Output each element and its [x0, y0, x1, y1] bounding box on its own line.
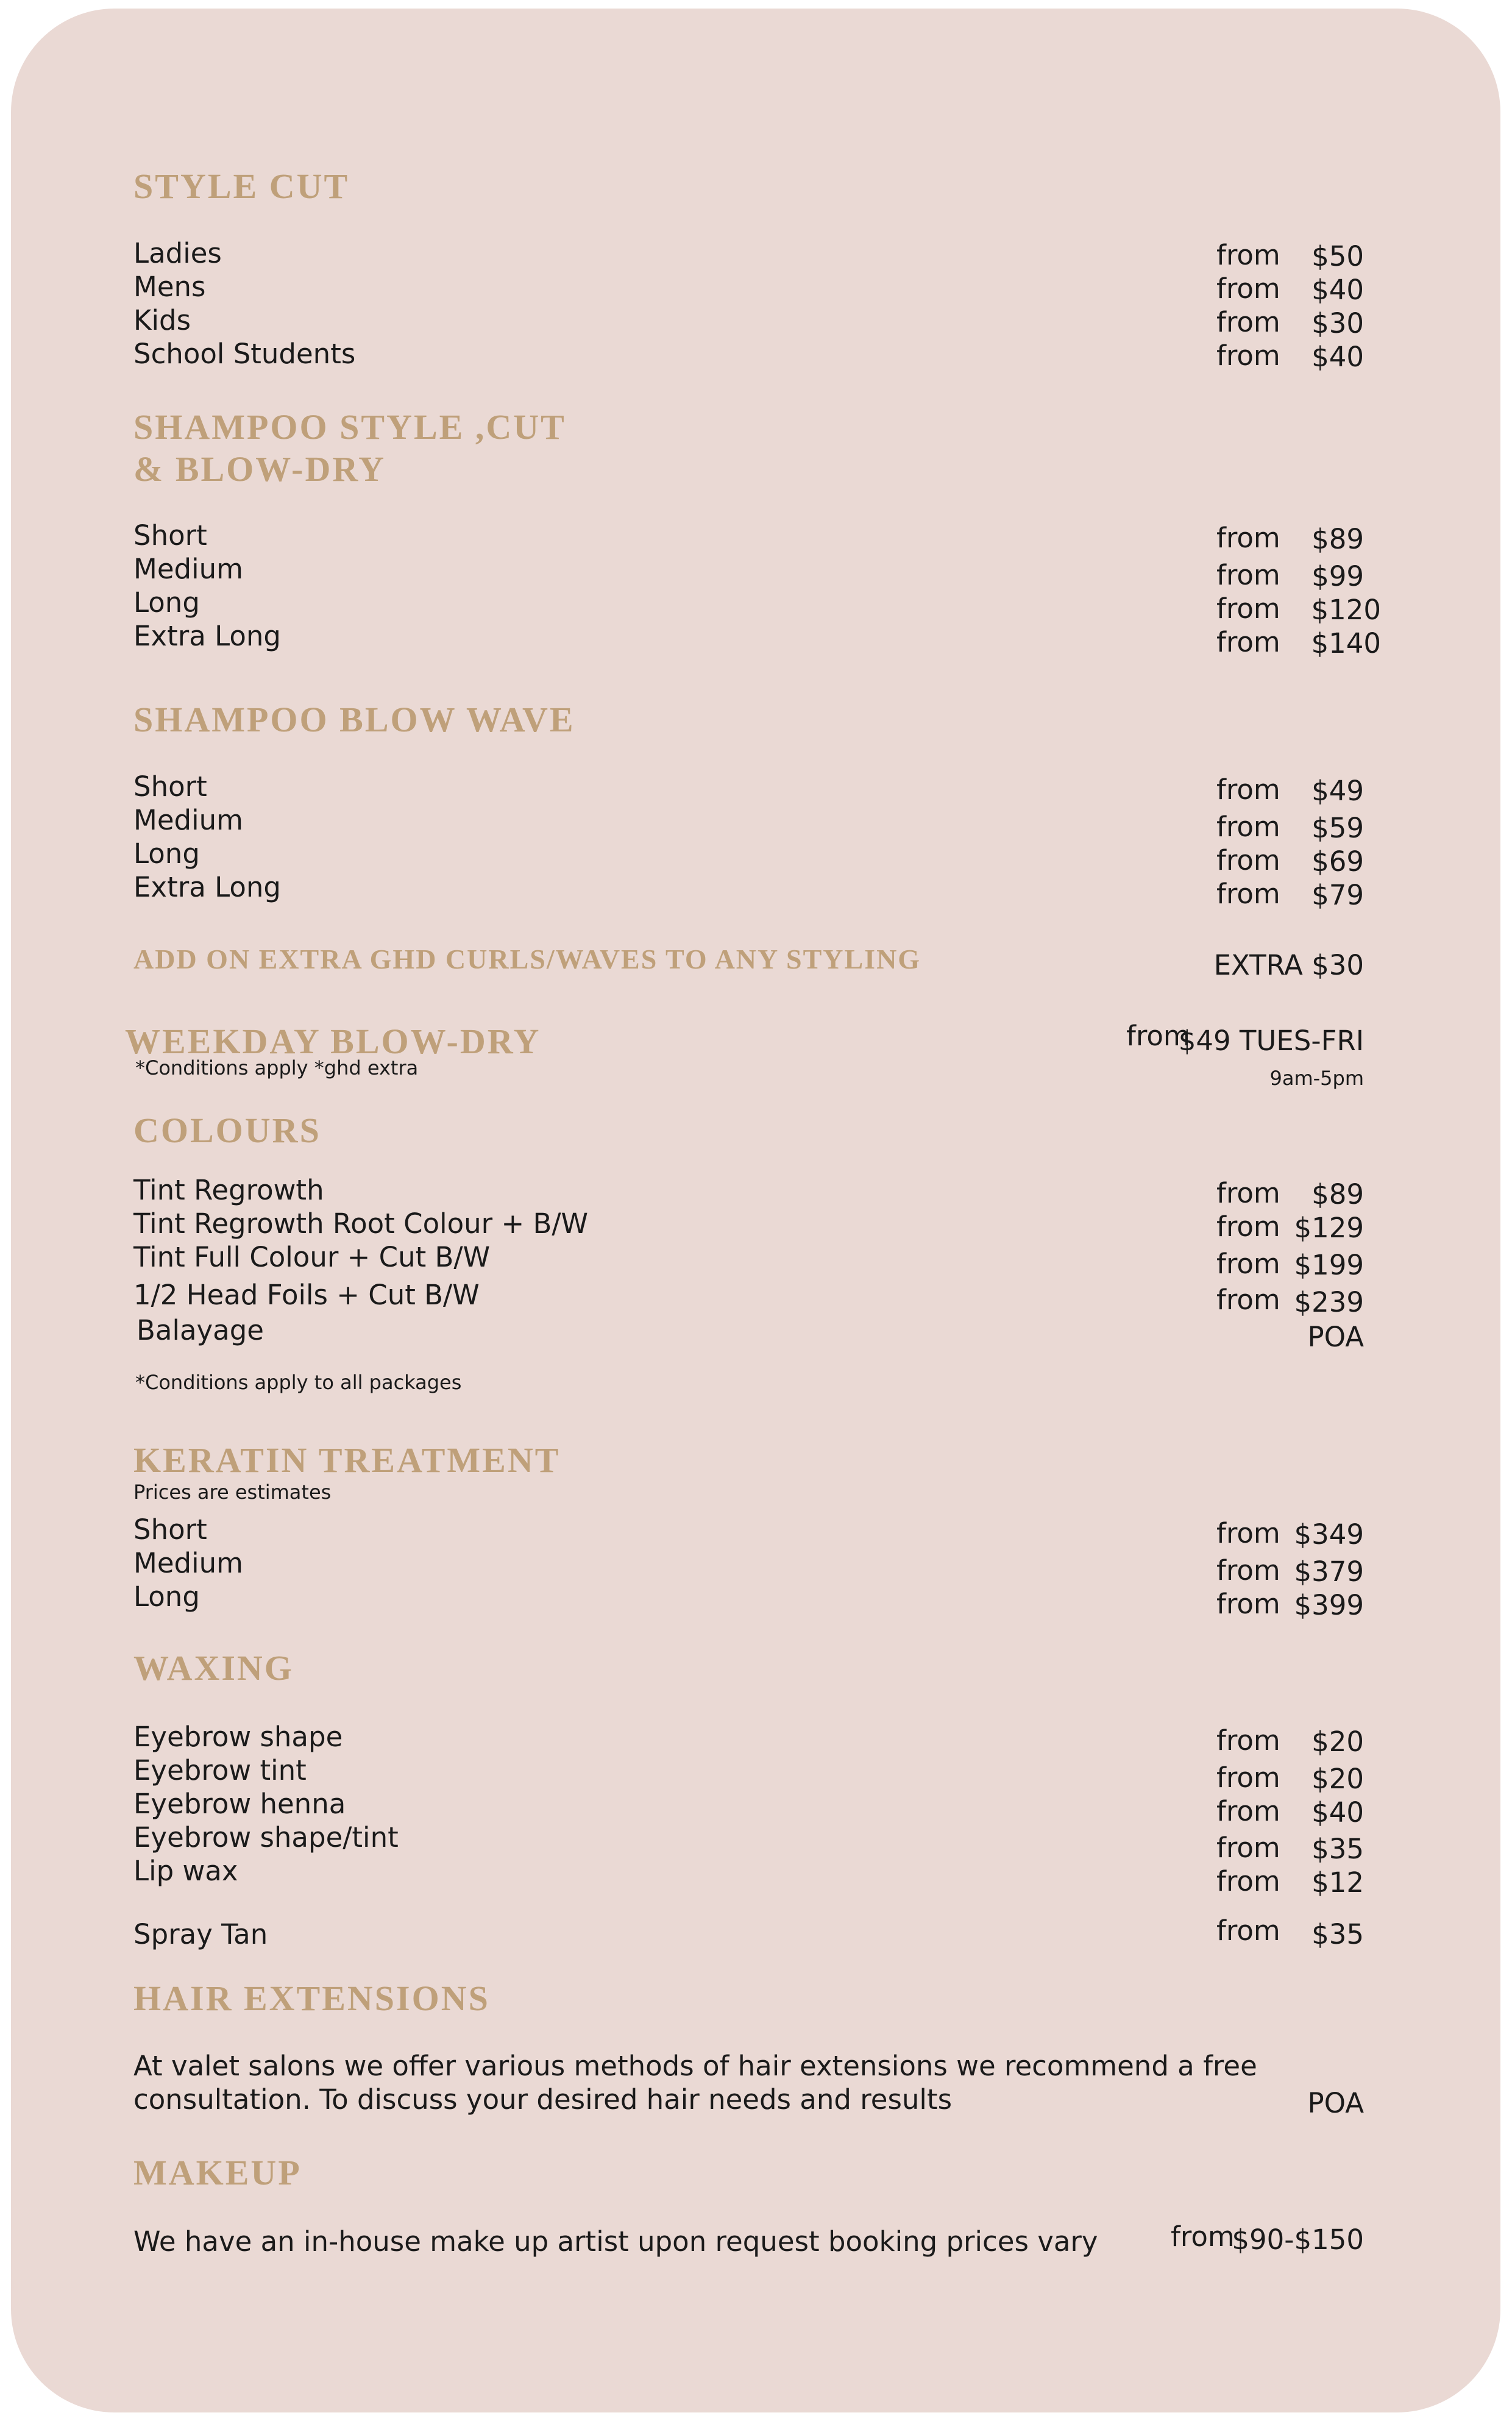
- service-name: Extra Long: [133, 620, 281, 652]
- waxing-heading: WAXING: [133, 1648, 294, 1688]
- service-name: Extra Long: [133, 871, 281, 903]
- service-name: Tint Full Colour + Cut B/W: [133, 1241, 491, 1273]
- service-price: POA: [1307, 1321, 1364, 1353]
- spray-tan-name: Spray Tan: [133, 1918, 268, 1950]
- colours-conditions-note: *Conditions apply to all packages: [135, 1371, 462, 1394]
- service-name: Short: [133, 1513, 207, 1546]
- from-label: from: [1216, 306, 1280, 338]
- service-price: $35: [1311, 1833, 1364, 1865]
- service-name: Eyebrow tint: [133, 1754, 307, 1786]
- style-cut-heading: STYLE CUT: [133, 166, 350, 206]
- spray-tan-price: $35: [1311, 1918, 1364, 1950]
- service-name: Eyebrow shape/tint: [133, 1821, 399, 1854]
- service-price: $49: [1311, 775, 1364, 807]
- service-name: Kids: [133, 304, 191, 336]
- extensions-price: POA: [1307, 2087, 1364, 2119]
- from-label: from: [1126, 1020, 1190, 1052]
- from-label: from: [1216, 773, 1280, 806]
- from-label: from: [1216, 811, 1280, 843]
- service-price: $129: [1294, 1212, 1364, 1244]
- service-price: $69: [1311, 845, 1364, 878]
- from-label: from: [1216, 592, 1280, 625]
- makeup-price: $90-$150: [1232, 2224, 1364, 2256]
- keratin-estimate-note: Prices are estimates: [133, 1481, 332, 1504]
- service-price: $20: [1311, 1763, 1364, 1795]
- hair-extensions-heading: HAIR EXTENSIONS: [133, 1978, 490, 2018]
- service-name: 1/2 Head Foils + Cut B/W: [133, 1279, 480, 1311]
- service-price: $20: [1311, 1726, 1364, 1758]
- service-price: $99: [1311, 560, 1364, 592]
- from-label: from: [1216, 272, 1280, 305]
- service-name: Medium: [133, 1547, 243, 1579]
- service-price: $59: [1311, 812, 1364, 844]
- service-price: $30: [1311, 307, 1364, 340]
- weekday-price: $49 TUES-FRI: [1178, 1025, 1364, 1057]
- service-name: Short: [133, 770, 207, 803]
- service-price: $199: [1294, 1249, 1364, 1281]
- from-label: from: [1216, 1284, 1280, 1316]
- weekday-blow-dry-heading: WEEKDAY BLOW-DRY: [125, 1022, 541, 1061]
- service-name: Medium: [133, 553, 243, 585]
- service-price: $40: [1311, 274, 1364, 306]
- blow-wave-heading: SHAMPOO BLOW WAVE: [133, 700, 575, 739]
- from-label: from: [1216, 522, 1280, 554]
- colours-heading: COLOURS: [133, 1111, 321, 1150]
- keratin-heading: KERATIN TREATMENT: [133, 1440, 561, 1480]
- from-label: from: [1216, 1177, 1280, 1209]
- service-name: School Students: [133, 338, 356, 370]
- from-label: from: [1216, 1865, 1280, 1897]
- weekday-hours: 9am-5pm: [1269, 1067, 1364, 1090]
- shampoo-cut-heading-line2: & BLOW-DRY: [133, 449, 386, 489]
- service-price: $120: [1311, 594, 1381, 626]
- extensions-description-line1: At valet salons we offer various methods of hair extensions we recommend a free: [133, 2050, 1257, 2082]
- from-label: from: [1216, 1914, 1280, 1947]
- weekday-conditions-note: *Conditions apply *ghd extra: [135, 1056, 419, 1079]
- extensions-description-line2: consultation. To discuss your desired hair needs and results: [133, 2083, 953, 2116]
- service-price: $12: [1311, 1866, 1364, 1899]
- from-label: from: [1216, 1554, 1280, 1587]
- from-label: from: [1216, 878, 1280, 910]
- makeup-description: We have an in-house make up artist upon request booking prices vary: [133, 2225, 1098, 2258]
- from-label: from: [1216, 340, 1280, 372]
- from-label: from: [1216, 1210, 1280, 1243]
- from-label: from: [1216, 239, 1280, 271]
- service-price: $399: [1294, 1589, 1364, 1621]
- from-label: from: [1171, 2220, 1235, 2253]
- from-label: from: [1216, 1588, 1280, 1620]
- makeup-heading: MAKEUP: [133, 2153, 302, 2192]
- from-label: from: [1216, 1795, 1280, 1827]
- shampoo-cut-heading-line1: SHAMPOO STYLE ,CUT: [133, 407, 566, 447]
- service-price: $79: [1311, 879, 1364, 911]
- service-name: Long: [133, 1580, 200, 1613]
- service-name: Mens: [133, 271, 206, 303]
- from-label: from: [1216, 1724, 1280, 1757]
- from-label: from: [1216, 1248, 1280, 1280]
- service-name: Short: [133, 519, 207, 552]
- service-name: Ladies: [133, 237, 222, 269]
- service-name: Tint Regrowth: [133, 1174, 324, 1206]
- service-price: $89: [1311, 1178, 1364, 1210]
- service-name: Long: [133, 837, 200, 870]
- service-price: $379: [1294, 1555, 1364, 1588]
- service-price: $40: [1311, 1796, 1364, 1829]
- service-price: $40: [1311, 341, 1364, 373]
- from-label: from: [1216, 844, 1280, 876]
- service-name: Lip wax: [133, 1855, 238, 1887]
- service-name: Long: [133, 586, 200, 619]
- service-price: $140: [1311, 627, 1381, 659]
- service-price: $50: [1311, 240, 1364, 272]
- from-label: from: [1216, 626, 1280, 658]
- service-name: Eyebrow shape: [133, 1721, 343, 1753]
- service-name: Balayage: [137, 1314, 264, 1346]
- service-name: Tint Regrowth Root Colour + B/W: [133, 1207, 588, 1240]
- service-price: $239: [1294, 1286, 1364, 1318]
- service-name: Eyebrow henna: [133, 1788, 346, 1820]
- from-label: from: [1216, 1517, 1280, 1549]
- from-label: from: [1216, 1762, 1280, 1794]
- from-label: from: [1216, 559, 1280, 591]
- service-price: $349: [1294, 1518, 1364, 1551]
- service-price: $89: [1311, 523, 1364, 555]
- ghd-extra-heading: ADD ON EXTRA GHD CURLS/WAVES TO ANY STYLING: [133, 944, 921, 975]
- service-name: Medium: [133, 804, 243, 836]
- from-label: from: [1216, 1832, 1280, 1864]
- ghd-extra-price: EXTRA $30: [1213, 949, 1364, 981]
